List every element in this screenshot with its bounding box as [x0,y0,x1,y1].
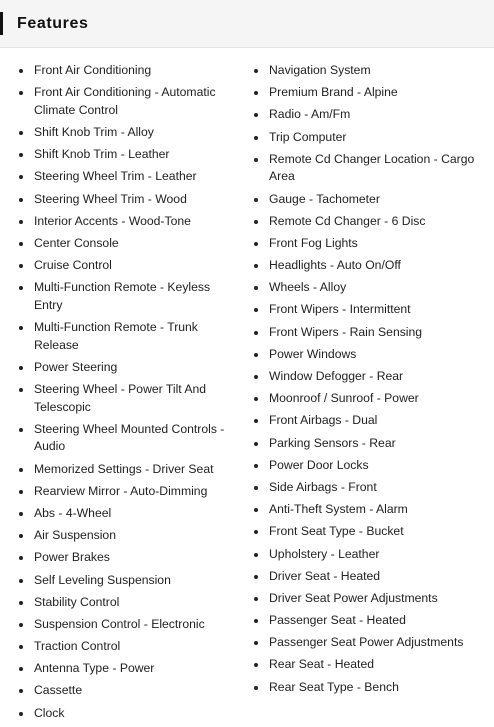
bullet-icon [19,428,23,432]
bullet-icon [19,623,23,627]
feature-label: Antenna Type - Power [34,661,155,676]
feature-item [254,634,480,652]
feature-label: Parking Sensors - Rear [269,435,396,450]
feature-label: Navigation System [269,63,371,77]
bullet-icon [19,712,23,716]
feature-item [19,616,241,634]
bullet-icon [19,153,23,157]
bullet-icon [254,553,258,557]
feature-item [254,568,480,586]
feature-label: Steering Wheel Trim - Leather [34,169,197,184]
feature-item [19,124,241,142]
feature-label: Wheels - Alloy [269,280,347,295]
bullet-icon [19,388,23,392]
feature-label: Multi-Function Remote - Trunk Release [34,320,198,352]
bullet-icon [254,242,258,246]
feature-item [254,390,480,408]
bullet-icon [254,508,258,512]
feature-label: Radio - Am/Fm [269,107,351,122]
bullet-icon [254,220,258,224]
bullet-icon [254,91,258,95]
feature-label: Window Defogger - Rear [269,369,404,384]
bullet-icon [19,198,23,202]
feature-item [254,590,480,608]
feature-label: Self Leveling Suspension [34,572,171,587]
feature-label: Suspension Control - Electronic [34,616,205,631]
features-column-right [254,62,480,701]
bullet-icon [254,419,258,423]
bullet-icon [254,264,258,268]
bullet-icon [254,663,258,667]
feature-item [254,257,480,275]
feature-item [254,435,480,453]
feature-item [254,656,480,674]
feature-label: Traction Control [34,639,121,654]
feature-item [254,479,480,497]
features-header [0,0,494,48]
bullet-icon [254,113,258,117]
bullet-icon [254,397,258,401]
feature-label: Power Brakes [34,550,110,565]
feature-label: Shift Knob Trim - Leather [34,147,170,162]
header-accent-bar [0,12,3,35]
feature-label: Front Wipers - Intermittent [269,302,411,317]
feature-item [19,62,241,80]
feature-label: Interior Accents - Wood-Tone [34,213,191,228]
bullet-icon [19,512,23,516]
feature-item [19,505,241,523]
bullet-icon [254,158,258,162]
bullet-icon [19,490,23,494]
page-title: Features [17,15,89,32]
feature-item [254,523,480,541]
feature-item [254,324,480,342]
bullet-icon [19,534,23,538]
bullet-icon [254,442,258,446]
features-column-left [19,62,241,727]
feature-label: Memorized Settings - Driver Seat [34,461,214,476]
feature-label: Remote Cd Changer Location - Cargo Area [269,151,475,184]
feature-item [19,359,241,377]
feature-item [254,368,480,386]
bullet-icon [254,486,258,490]
feature-item [254,301,480,319]
bullet-icon [19,175,23,179]
feature-item [254,679,480,697]
feature-label: Power Steering [34,359,118,374]
bullet-icon [254,619,258,623]
feature-item [19,381,241,416]
feature-label: Gauge - Tachometer [269,191,380,206]
bullet-icon [254,136,258,140]
bullet-icon [254,286,258,290]
bullet-icon [19,264,23,268]
feature-item [19,483,241,501]
feature-label: Remote Cd Changer - 6 Disc [269,213,426,228]
feature-label: Steering Wheel Mounted Controls - Audio [34,421,225,454]
bullet-icon [254,331,258,335]
feature-label: Rear Seat - Heated [269,657,375,672]
bullet-icon [254,686,258,690]
feature-item [19,279,241,314]
feature-label: Abs - 4-Wheel [34,505,112,520]
bullet-icon [254,198,258,202]
feature-label: Upholstery - Leather [269,546,380,561]
feature-label: Headlights - Auto On/Off [269,258,401,273]
feature-item [254,235,480,253]
feature-label: Premium Brand - Alpine [269,85,398,100]
feature-item [19,257,241,275]
bullet-icon [19,667,23,671]
feature-label: Front Airbags - Dual [269,413,378,428]
bullet-icon [19,468,23,472]
feature-label: Passenger Seat Power Adjustments [269,635,464,650]
feature-item [19,235,241,253]
bullet-icon [19,91,23,95]
bullet-icon [254,641,258,645]
feature-label: Front Air Conditioning - Automatic Climate Control [34,85,216,117]
bullet-icon [254,597,258,601]
feature-label: Shift Knob Trim - Alloy [34,124,154,139]
feature-item [254,546,480,564]
feature-label: Center Console [34,235,119,250]
feature-label: Steering Wheel Trim - Wood [34,191,187,206]
feature-item [254,501,480,519]
feature-label: Steering Wheel - Power Tilt And Telescopic [34,382,207,414]
feature-item [19,682,241,700]
feature-item [254,412,480,430]
feature-item [254,612,480,630]
feature-label: Front Air Conditioning [34,63,152,77]
bullet-icon [19,689,23,693]
feature-item [19,638,241,656]
feature-label: Rear Seat Type - Bench [269,679,399,694]
feature-label: Cruise Control [34,258,112,273]
bullet-icon [19,326,23,330]
feature-item [19,660,241,678]
feature-label: Moonroof / Sunroof - Power [269,391,419,406]
bullet-icon [19,286,23,290]
feature-item [254,457,480,475]
feature-label: Side Airbags - Front [269,479,377,494]
feature-label: Multi-Function Remote - Keyless Entry [34,280,211,312]
feature-label: Trip Computer [269,129,347,144]
feature-label: Stability Control [34,594,120,609]
feature-label: Air Suspension [34,528,116,543]
feature-label: Front Wipers - Rain Sensing [269,324,423,339]
bullet-icon [19,645,23,649]
bullet-icon [19,220,23,224]
bullet-icon [254,308,258,312]
feature-item [19,146,241,164]
bullet-icon [19,601,23,605]
feature-item [254,191,480,209]
bullet-icon [19,579,23,583]
feature-item [19,461,241,479]
feature-label: Clock [34,705,65,720]
bullet-icon [19,366,23,370]
feature-item [254,129,480,147]
bullet-icon [254,464,258,468]
feature-item [254,279,480,297]
feature-label: Power Door Locks [269,457,369,472]
feature-item [254,84,480,102]
feature-label: Front Seat Type - Bucket [269,524,404,539]
feature-item [254,151,480,186]
feature-item [19,594,241,612]
feature-item [19,421,241,456]
bullet-icon [254,575,258,579]
feature-item [19,84,241,119]
bullet-icon [19,131,23,135]
bullet-icon [19,69,23,73]
bullet-icon [254,353,258,357]
feature-label: Rearview Mirror - Auto-Dimming [34,483,208,498]
feature-item [19,527,241,545]
feature-label: Power Windows [269,346,357,361]
feature-item [19,168,241,186]
feature-label: Driver Seat - Heated [269,568,381,583]
bullet-icon [19,242,23,246]
feature-item [19,319,241,354]
feature-item [254,62,480,80]
feature-item [254,213,480,231]
feature-item [19,549,241,567]
feature-label: Anti-Theft System - Alarm [269,502,408,517]
feature-item [19,213,241,231]
feature-item [19,191,241,209]
bullet-icon [254,530,258,534]
feature-label: Cassette [34,683,83,698]
bullet-icon [254,375,258,379]
bullet-icon [254,69,258,73]
feature-item [254,346,480,364]
feature-label: Front Fog Lights [269,235,358,250]
feature-label: Passenger Seat - Heated [269,613,406,628]
feature-item [254,106,480,124]
bullet-icon [19,556,23,560]
feature-item [19,572,241,590]
feature-label: Driver Seat Power Adjustments [269,590,438,605]
